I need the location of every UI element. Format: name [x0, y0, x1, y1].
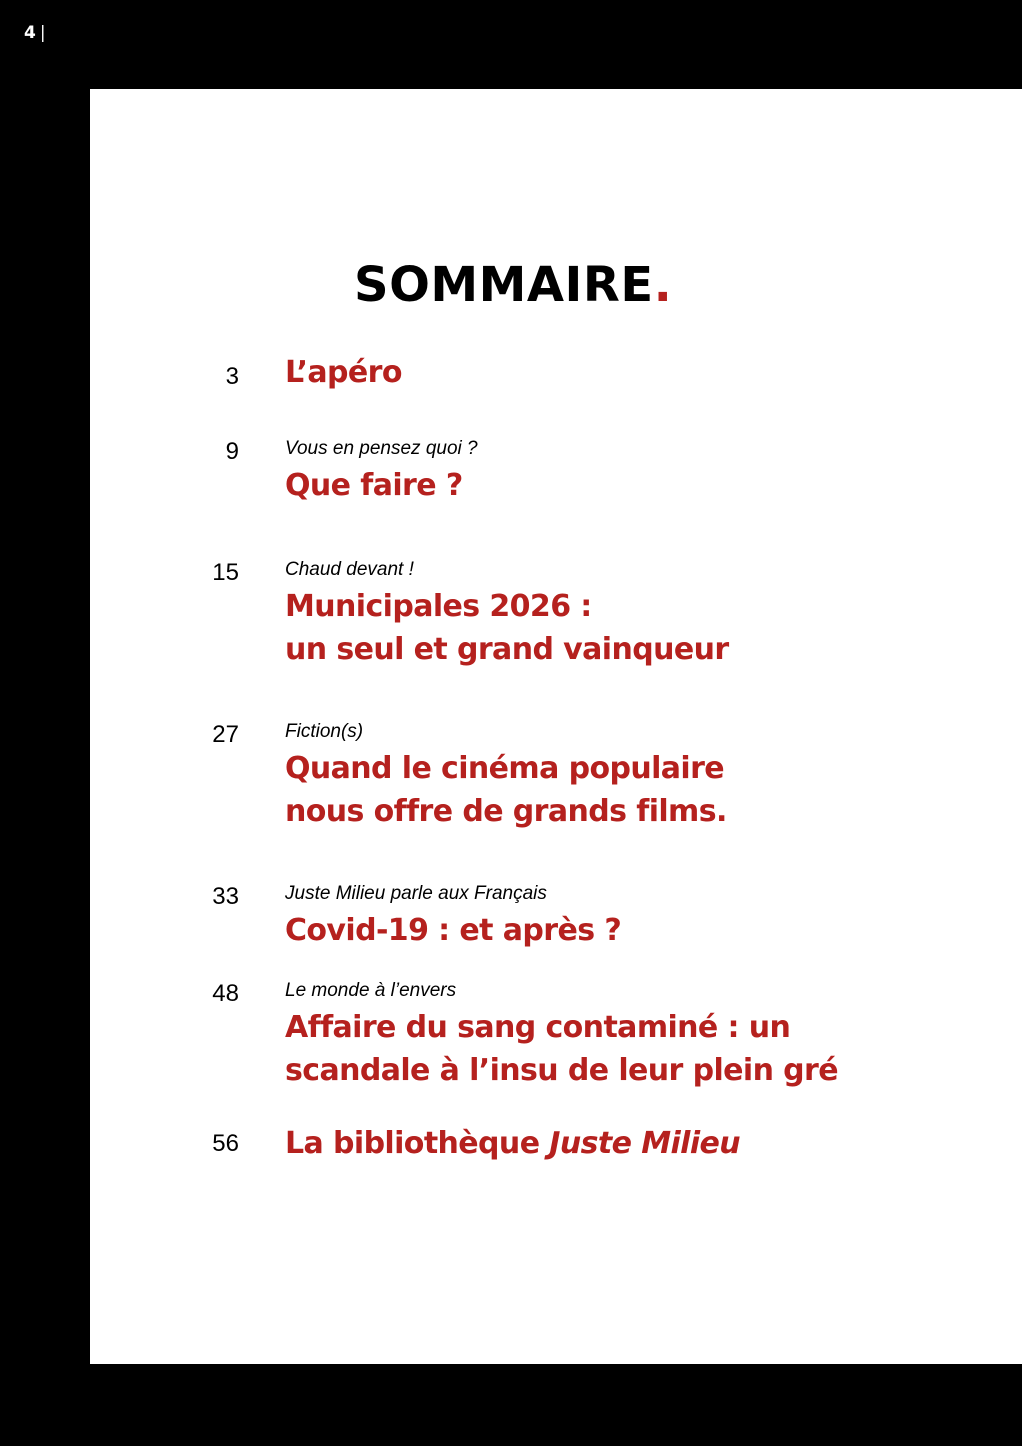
- page-folio: [24, 22, 46, 44]
- toc-headline-line: nous offre de grands films.: [285, 794, 727, 829]
- page-title: [354, 259, 672, 311]
- folio-separator: |: [39, 23, 46, 43]
- toc-headline-line: La bibliothèque: [285, 1126, 550, 1161]
- toc-page-number: 48: [212, 980, 239, 1007]
- toc-page-number: 56: [212, 1130, 239, 1157]
- toc-headline: [285, 351, 402, 394]
- toc-headline-line: un seul et grand vainqueur: [285, 632, 729, 667]
- toc-headline: [285, 1122, 740, 1165]
- toc-headline: [285, 909, 621, 952]
- toc-page-number: 9: [225, 438, 239, 465]
- toc-kicker: Le monde à l’envers: [285, 980, 457, 1001]
- toc-headline-line: Covid-19 : et après ?: [285, 913, 622, 948]
- toc-page-number: 27: [212, 721, 239, 748]
- toc-headline-line: Municipales 2026 :: [285, 589, 592, 624]
- toc-headline: [285, 747, 727, 833]
- toc-headline: [285, 1006, 838, 1092]
- toc-page-number: 3: [225, 363, 239, 390]
- toc-kicker: Juste Milieu parle aux Français: [285, 883, 547, 904]
- toc-headline-line: Quand le cinéma populaire: [285, 751, 725, 786]
- title-dot: .: [653, 257, 673, 313]
- toc-headline-line: Que faire ?: [285, 468, 463, 503]
- folio-number: 4: [24, 23, 36, 43]
- toc-headline-italic: Juste Milieu: [549, 1126, 741, 1161]
- toc-headline-line: Affaire du sang contaminé : un: [285, 1010, 791, 1045]
- toc-kicker: Fiction(s): [285, 721, 364, 742]
- page-sheet: [90, 89, 1022, 1364]
- toc-headline-line: L’apéro: [285, 355, 402, 390]
- toc-kicker: Vous en pensez quoi ?: [285, 438, 478, 459]
- title-text: SOMMAIRE: [354, 257, 654, 313]
- toc-page-number: 33: [212, 883, 239, 910]
- toc-page-number: 15: [212, 559, 239, 586]
- toc-headline: [285, 464, 463, 507]
- toc-headline-line: scandale à l’insu de leur plein gré: [285, 1053, 838, 1088]
- toc-kicker: Chaud devant !: [285, 559, 414, 580]
- toc-headline: [285, 585, 729, 671]
